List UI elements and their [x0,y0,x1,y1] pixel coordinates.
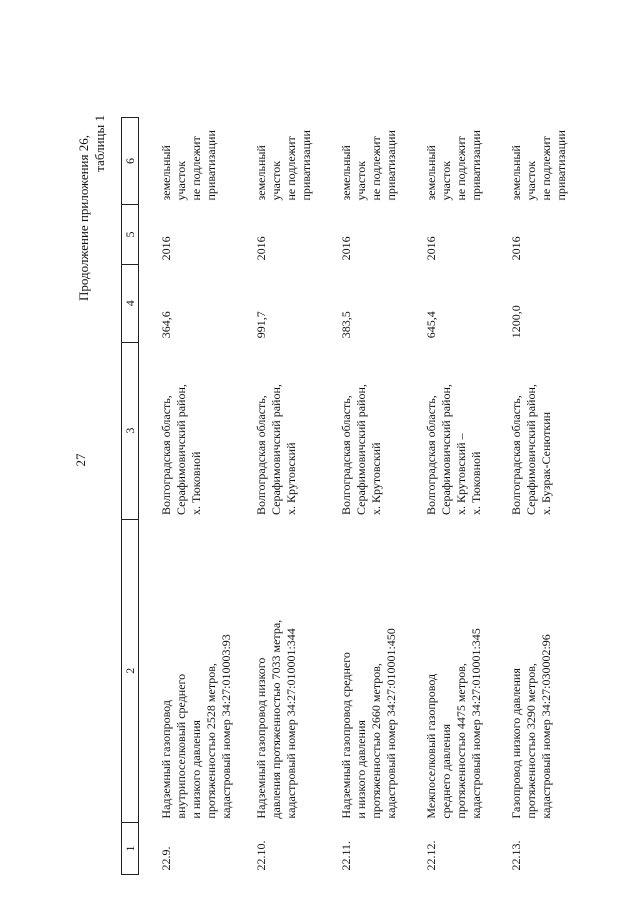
cell-number [234,823,319,875]
object-name-line: Межпоселковый газопровод [424,673,438,819]
cell-number [319,823,404,875]
row-number: 22.12. [424,840,438,871]
object-value: 383,5 [339,311,353,339]
header-col-5: 5 [122,205,139,265]
object-location-line: Серафимовичский район, [524,384,538,516]
object-location-line: Серафимовичский район, [269,384,283,516]
cell-year [489,205,574,265]
cell-name [139,519,235,823]
table-row [489,118,574,875]
object-status-line: не подлежит [454,136,468,201]
object-status-line: приватизации [204,130,218,201]
object-location-line: Волгоградская область, [339,395,353,516]
object-status-line: не подлежит [539,136,553,201]
object-status-line: участок [439,160,453,201]
cell-location [319,342,404,519]
object-name-line: протяженностью 3290 метров, [524,663,538,819]
cell-name [319,519,404,823]
cell-status [319,118,404,205]
table-row [234,118,319,875]
object-status-line: не подлежит [284,136,298,201]
row-number: 22.10. [254,840,268,871]
object-status-line: участок [354,160,368,201]
object-status-line: приватизации [299,130,313,201]
object-value: 364,6 [159,311,173,339]
cell-value [404,264,489,342]
table-row [319,118,404,875]
table-header [122,118,139,875]
cell-number [404,823,489,875]
object-year: 2016 [254,236,268,261]
row-number: 22.9. [159,846,173,871]
header-col-3: 3 [122,342,139,519]
object-name-line: Газопровод низкого давления [509,668,523,819]
continuation-line-1: Продолжение приложения 26, [76,135,91,302]
object-status-line: участок [174,160,188,201]
continuation-line-2: таблицы 1 [92,115,107,172]
header-col-6: 6 [122,118,139,205]
cell-status [139,118,235,205]
object-name-line: кадастровый номер 34:27:030002:96 [539,634,553,819]
object-location-line: х. Крутовский [369,442,383,516]
object-status-line: земельный [159,145,173,201]
cell-status [404,118,489,205]
object-location-line: Волгоградская область, [424,395,438,516]
object-status-line: земельный [339,145,353,201]
cell-location [139,342,235,519]
cell-location [489,342,574,519]
object-location-line: х. Крутовский – [454,433,468,516]
table-row [139,118,235,875]
cell-value [234,264,319,342]
object-location-line: Волгоградская область, [509,395,523,516]
object-location-line: Волгоградская область, [159,395,173,516]
object-status-line: земельный [424,145,438,201]
cell-location [234,342,319,519]
cell-number [139,823,235,875]
object-name-line: кадастровый номер 34:27:010001:450 [384,628,398,819]
object-status-line: участок [269,160,283,201]
cell-year [319,205,404,265]
object-location-line: Серафимовичский район, [174,384,188,516]
object-name-line: среднего давления [439,723,453,819]
object-name-line: протяженностью 4475 метров, [454,663,468,819]
cell-status [234,118,319,205]
object-name-line: Надземный газопровод [159,700,173,819]
cell-year [234,205,319,265]
cell-name [234,519,319,823]
object-status-line: участок [524,160,538,201]
header-col-4: 4 [122,264,139,342]
object-name-line: протяженностью 2528 метров, [204,663,218,819]
object-location-line: Серафимовичский район, [354,384,368,516]
object-year: 2016 [339,236,353,261]
object-value: 991,7 [254,311,268,339]
object-name-line: давления протяженностью 7033 метра, [269,619,283,819]
header-col-2: 2 [122,519,139,823]
object-status-line: земельный [509,145,523,201]
cell-value [489,264,574,342]
row-number: 22.13. [509,840,523,871]
object-status-line: приватизации [554,130,568,201]
object-name-line: и низкого давления [189,720,203,819]
cell-location [404,342,489,519]
object-location-line: х. Крутовский [284,442,298,516]
object-status-line: не подлежит [189,136,203,201]
cell-year [404,205,489,265]
object-value: 1200,0 [509,305,523,339]
object-name-line: кадастровый номер 34:27:010003:93 [219,634,233,819]
object-status-line: не подлежит [369,136,383,201]
cell-value [319,264,404,342]
cell-year [139,205,235,265]
page-number: 27 [73,453,88,467]
row-number: 22.11. [339,840,353,871]
cell-name [489,519,574,823]
header-row [122,118,139,875]
object-value: 645,4 [424,311,438,339]
object-name-line: протяженностью 2660 метров, [369,663,383,819]
object-location-line: х. Бузрак-Сенюткин [539,411,553,516]
cell-number [489,823,574,875]
table-body [139,118,575,875]
object-status-line: земельный [254,145,268,201]
object-year: 2016 [509,236,523,261]
object-year: 2016 [424,236,438,261]
object-status-line: приватизации [384,130,398,201]
property-table [121,117,574,875]
object-status-line: приватизации [469,130,483,201]
cell-status [489,118,574,205]
object-name-line: внутрипоселковый среднего [174,673,188,819]
object-year: 2016 [159,236,173,261]
object-location-line: х. Тюковной [469,451,483,516]
cell-value [139,264,235,342]
object-location-line: х. Тюковной [189,451,203,516]
object-location-line: Волгоградская область, [254,395,268,516]
object-name-line: кадастровый номер 34:27:010001:345 [469,628,483,819]
object-location-line: Серафимовичский район, [439,384,453,516]
header-col-1: 1 [122,823,139,875]
object-name-line: Надземный газопровод низкого [254,657,268,819]
object-name-line: и низкого давления [354,720,368,819]
cell-name [404,519,489,823]
object-name-line: Надземный газопровод среднего [339,652,353,819]
table-row [404,118,489,875]
continuation-note [76,0,108,302]
object-name-line: кадастровый номер 34:27:010001:344 [284,628,298,819]
